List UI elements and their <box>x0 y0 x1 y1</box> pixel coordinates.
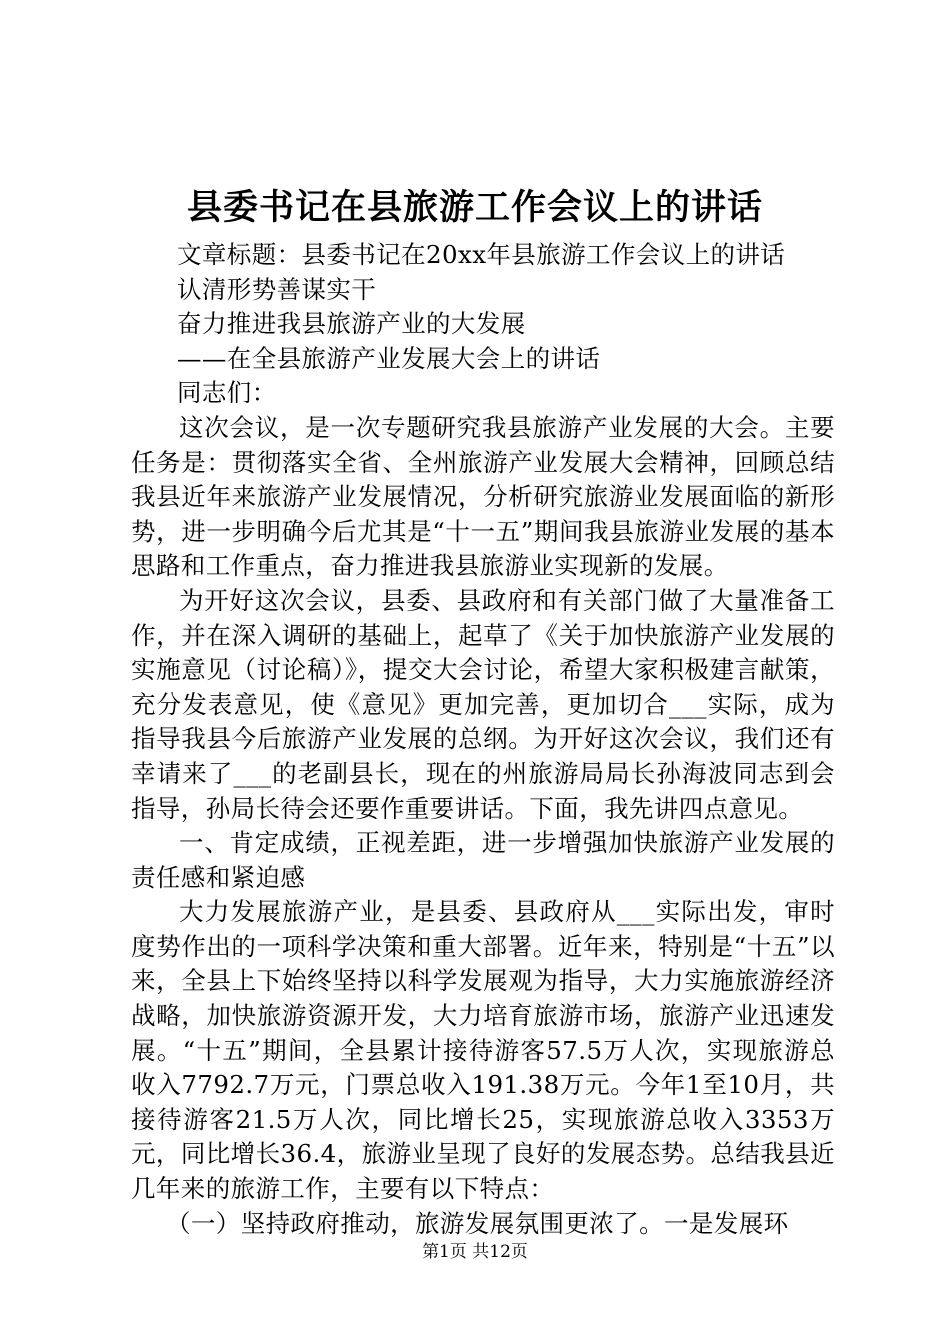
subheadline: ——在全县旅游产业发展大会上的讲话 <box>177 343 601 373</box>
document-title: 县委书记在县旅游工作会议上的讲话 <box>186 187 763 228</box>
paragraph: 为开好这次会议，县委、县政府和有关部门做了大量准备工作，并在深入调研的基础上，起草了《关于加快旅游产业发展的实施意见（讨论稿）》，提交大会讨论，希望大家积极建言献策，充分发表意见，使《意见》更加完善，更加切合___实际，成为指导我县今后旅游产业发展的总纲。为开好这次会议，我们还有幸请来了___的老副县长，现在的州旅游局局长孙海波同志到会指导，孙局长待会还要作重要讲话。下面，我先讲四点意见。 <box>131 585 835 823</box>
document-body <box>131 238 835 1241</box>
subsection-heading: （一）坚持政府推动，旅游发展氛围更浓了。一是发展环 <box>166 1208 789 1238</box>
section-heading: 一、肯定成绩，正视差距，进一步增强加快旅游产业发展的责任感和紧迫感 <box>131 828 835 892</box>
headline-line-2: 奋力推进我县旅游产业的大发展 <box>177 309 526 339</box>
headline-line-1: 认清形势善谋实干 <box>177 274 377 304</box>
paragraph: 这次会议，是一次专题研究我县旅游产业发展的大会。主要任务是：贯彻落实全省、全州旅游产业发展大会精神，回顾总结我县近年来旅游产业发展情况，分析研究旅游业发展面临的新形势，进一步明确今后尤其是“十一五”期间我县旅游业发展的基本思路和工作重点，奋力推进我县旅游业实现新的发展。 <box>131 412 835 581</box>
salutation: 同志们： <box>177 378 277 408</box>
page-number: 第1页 共12页 <box>422 1242 528 1262</box>
article-title-line: 文章标题：县委书记在20xx年县旅游工作会议上的讲话 <box>177 240 786 269</box>
paragraph: 大力发展旅游产业，是县委、县政府从___实际出发，审时度势作出的一项科学决策和重大部署。近年来，特别是“十五”以来，全县上下始终坚持以科学发展观为指导，大力实施旅游经济战略，加快旅游资源开发，大力培育旅游市场，旅游产业迅速发展。“十五”期间，全县累计接待游客57.5万人次，实现旅游总收入7792.7万元，门票总收入191.38万元。今年1至10月，共接待游客21.5万人次，同比增长25，实现旅游总收入3353万元，同比增长36.4，旅游业呈现了良好的发展态势。总结我县近几年来的旅游工作，主要有以下特点： <box>131 897 835 1204</box>
